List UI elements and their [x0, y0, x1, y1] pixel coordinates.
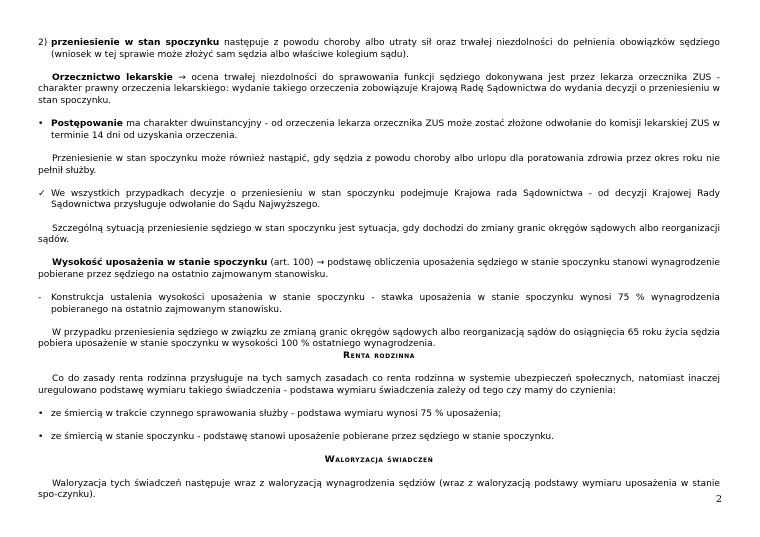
bullet-death-in-retirement — [38, 432, 720, 444]
section-heading-family-pension: Renta rodzinna — [343, 351, 415, 362]
paragraph-text: następuje z powodu choroby albo utraty sił oraz trwałej niezdolności do pełnienia obowiązków sędziego (wniosek w tej sprawie może złożyć sam sędzia albo właściwe kolegium sądu). — [51, 38, 720, 60]
document-page — [38, 38, 720, 502]
dash-item-construction — [38, 293, 720, 316]
bullet-icon: • — [38, 432, 44, 443]
paragraph-indexation — [38, 479, 720, 502]
paragraph-family-pension — [38, 374, 720, 397]
paragraph-text: → ocena trwałej niezdolności do sprawowania funkcji sędziego dokonywana jest przez lekarza orzecznika ZUS - charakter prawny orzeczenia lekarskiego: wydanie takiego orzeczenia zobowiązuje Krajową Radę Sądownictwa do wydania decyzji o przeniesieniu w stan spoczynku. — [38, 72, 721, 106]
paragraph-text: ze śmiercią w trakcie czynnego sprawowania służby - podstawa wymiaru wynosi 75 % uposażenia; — [51, 409, 502, 419]
bullet-procedure — [38, 119, 720, 142]
paragraph-special-situation — [38, 224, 720, 247]
paragraph-retirement — [38, 38, 720, 61]
paragraph-text: Waloryzacja tych świadczeń następuje wraz z waloryzacją wynagrodzenia sędziów (wraz z waloryzacją podstawy wymiaru uposażenia w stanie spo-czynku). — [38, 478, 720, 501]
page-number: 2 — [715, 494, 722, 505]
section-heading-indexation: Waloryzacja świadczeń — [324, 455, 434, 466]
paragraph-text: Konstrukcja ustalenia wysokości uposażenia w stanie spoczynku - stawka uposażenia w stanie spoczynku wynosi 75 % wynagrodzenia pobieranego na ostatnio zajmowanym stanowisku. — [51, 293, 720, 315]
paragraph-text: Co do zasady renta rodzinna przysługuje na tych samych zasadach co renta rodzinna w systemie ubezpieczeń społecznych, natomiast inaczej uregulowano podstawę wymiaru takiego świadczenia - podstawa wymiaru świadczenia zależy od tego czy mamy do czynienia: — [38, 374, 720, 396]
checkmark-icon: ✓ — [38, 188, 46, 199]
bold-term: Postępowanie — [51, 119, 123, 130]
bold-term: Orzecznictwo lekarskie — [52, 72, 173, 83]
paragraph-text: Szczególną sytuacją przeniesienie sędziego w stan spoczynku jest sytuacja, gdy dochodzi do zmiany granic okręgów sądowych albo reorganizacji sądów. — [38, 223, 720, 246]
dash-marker: - — [38, 293, 42, 304]
bold-term: przeniesienie w stan spoczynku — [51, 38, 220, 48]
paragraph-text: Przeniesienie w stan spoczynku może również nastąpić, gdy sędzia z powodu choroby albo urlopu dla poratowania zdrowia przez okres roku nie pełnił służby. — [38, 153, 720, 176]
bullet-icon: • — [38, 409, 44, 419]
checkmark-item-decisions — [38, 189, 720, 212]
bold-term: Wysokość uposażenia w stanie spoczynku — [52, 258, 268, 269]
paragraph-illness-leave — [38, 154, 720, 177]
paragraph-medical-certification — [38, 73, 720, 108]
paragraph-text: ze śmiercią w stanie spoczynku - podstawę stanowi uposażenie pobierane przez sędziego w stanie spoczynku. — [51, 432, 554, 443]
list-marker: 2) — [38, 38, 48, 48]
paragraph-text: ma charakter dwuinstancyjny - od orzeczenia lekarza orzecznika ZUS może zostać złożone odwołanie do komisji lekarskiej ZUS w terminie 14 dni od uzyskania orzeczenia. — [51, 119, 720, 141]
paragraph-text: We wszystkich przypadkach decyzje o przeniesieniu w stan spoczynku podejmuje Krajowa rada Sądownictwa - od decyzji Krajowej Rady Sądownictwa przysługuje odwołanie do Sądu Najwyższego. — [51, 188, 720, 211]
bullet-death-in-service — [38, 409, 720, 421]
paragraph-salary-amount — [38, 258, 720, 281]
paragraph-text: (art. 100) → podstawę obliczenia uposażenia sędziego w stanie spoczynku stanowi wynagrodzenie pobierane przez sędziego na ostatnio zajmowanym stanowisku. — [38, 258, 720, 280]
paragraph-text: W przypadku przeniesienia sędziego w związku ze zmianą granic okręgów sądowych albo reorganizacją sądów do osiągnięcia 65 roku życia sędzia pobiera uposażenie w stanie spoczynku w wysokości 100 % ostatniego wynagrodzenia. — [38, 327, 720, 350]
bullet-icon: • — [38, 119, 44, 130]
paragraph-reorganization — [38, 328, 720, 351]
